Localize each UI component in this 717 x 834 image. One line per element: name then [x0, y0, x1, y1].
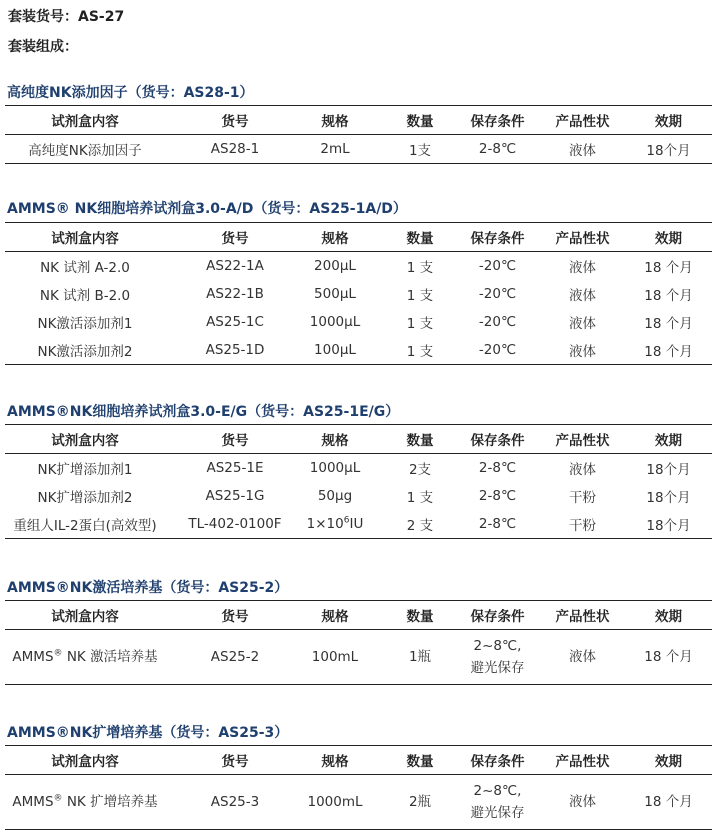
col-header: 产品性状	[540, 425, 625, 454]
cell: 干粉	[540, 510, 625, 539]
cell: 18个月	[625, 135, 712, 164]
product-name: NK 激活培养基	[62, 649, 158, 665]
col-header: 保存条件	[455, 106, 540, 135]
section-title-2: AMMS® NK细胞培养试剂盒3.0-A/D（货号：AS25-1A/D）	[7, 201, 407, 217]
col-header: 保存条件	[455, 425, 540, 454]
col-header: 数量	[385, 106, 455, 135]
col-header: 产品性状	[540, 746, 625, 775]
cell: 1 支	[385, 336, 455, 365]
section-title-3: AMMS®NK细胞培养试剂盒3.0-E/G（货号：AS25-1E/G）	[7, 404, 400, 420]
cell: 液体	[540, 775, 625, 830]
brand-name: AMMS	[12, 649, 54, 665]
cell: NK 试剂 B-2.0	[39, 288, 131, 304]
col-header: 数量	[385, 425, 455, 454]
col-header: 效期	[625, 601, 712, 630]
col-header: 规格	[285, 223, 385, 252]
col-header: 效期	[625, 746, 712, 775]
cell: -20℃	[455, 336, 540, 365]
cell: NK 试剂 A-2.0	[40, 260, 130, 276]
cell-spec	[285, 510, 385, 539]
cell: 1000μL	[309, 314, 361, 330]
cell: 200μL	[314, 258, 356, 274]
col-header: 货号	[185, 106, 285, 135]
cell: 液体	[540, 336, 625, 365]
cell: 500μL	[314, 286, 356, 302]
cell: 液体	[569, 288, 596, 304]
col-header: 规格	[285, 106, 385, 135]
col-header: 效期	[625, 223, 712, 252]
cell: AS25-1E	[206, 460, 264, 476]
cell: 1 支	[406, 260, 434, 276]
table-2	[5, 222, 712, 365]
col-header: 规格	[285, 601, 385, 630]
col-header: 效期	[625, 106, 712, 135]
cell: 18 个月	[625, 630, 712, 685]
col-header: 试剂盒内容	[5, 746, 185, 775]
cell: TL-402-0100F	[185, 510, 285, 539]
col-header: 产品性状	[540, 106, 625, 135]
table-row	[5, 482, 712, 510]
cell: 18 个月	[625, 775, 712, 830]
storage-note: 避光保存	[470, 805, 525, 821]
table-row	[5, 454, 712, 483]
cell: 18 个月	[644, 260, 693, 276]
cell: 100mL	[285, 630, 385, 685]
col-header: 保存条件	[455, 601, 540, 630]
cell: 18 个月	[644, 316, 693, 332]
table-row	[5, 510, 712, 539]
registered-mark: ®	[53, 793, 63, 804]
col-header: 规格	[285, 425, 385, 454]
cell: 1000mL	[285, 775, 385, 830]
spec-base: 1×10	[306, 516, 344, 532]
table-4	[5, 600, 712, 685]
cell: 1支	[385, 135, 455, 164]
table-3	[5, 424, 712, 539]
col-header: 保存条件	[455, 746, 540, 775]
col-header: 产品性状	[540, 601, 625, 630]
cell: 18 个月	[625, 336, 712, 365]
cell: 干粉	[569, 490, 596, 506]
storage-temp: 2~8℃,	[473, 638, 522, 654]
cell: 2-8℃	[455, 135, 540, 164]
table-header	[5, 106, 712, 135]
cell: AS25-2	[185, 630, 285, 685]
cell: AS28-1	[185, 135, 285, 164]
section-title-5: AMMS®NK扩增培养基（货号：AS25-3）	[7, 725, 289, 741]
cell: 2 支	[385, 510, 455, 539]
table-row	[5, 630, 712, 685]
cell: 50μg	[317, 488, 353, 504]
cell-name	[5, 775, 185, 830]
col-header: 数量	[385, 746, 455, 775]
cell: 2瓶	[385, 775, 455, 830]
cell: AS22-1B	[206, 286, 264, 302]
section-title-4: AMMS®NK激活培养基（货号：AS25-2）	[7, 580, 289, 596]
col-header: 效期	[625, 425, 712, 454]
spec-exponent: 6	[343, 515, 350, 526]
col-header: 试剂盒内容	[5, 223, 185, 252]
cell: 液体	[540, 135, 625, 164]
cell: 1000μL	[309, 460, 361, 476]
cell: AS25-1G	[205, 488, 265, 504]
cell: NK扩增添加剂2	[37, 490, 133, 506]
cell: 1 支	[406, 316, 434, 332]
table-row	[5, 336, 712, 365]
cell: AS22-1A	[206, 258, 264, 274]
col-header: 数量	[385, 601, 455, 630]
cell: 1 支	[406, 288, 434, 304]
table-header	[5, 746, 712, 775]
cell: 2mL	[285, 135, 385, 164]
cell: 液体	[569, 260, 596, 276]
col-header: 货号	[185, 746, 285, 775]
product-name: NK 扩增培养基	[62, 794, 158, 810]
registered-mark: ®	[53, 648, 63, 659]
cell: 液体	[569, 462, 596, 478]
table-header	[5, 223, 712, 252]
cell: 2支	[408, 462, 432, 478]
table-header	[5, 425, 712, 454]
cell: 18 个月	[644, 288, 693, 304]
cell: 2-8℃	[478, 460, 517, 476]
table-5	[5, 745, 712, 830]
cell: 高纯度NK添加因子	[5, 135, 185, 164]
cell: AS25-1D	[185, 336, 285, 365]
cell-storage	[455, 630, 540, 685]
cell: NK激活添加剂1	[37, 316, 133, 332]
table-row	[5, 775, 712, 830]
col-header: 试剂盒内容	[5, 601, 185, 630]
cell: 18个月	[646, 490, 691, 506]
cell: AS25-1C	[206, 314, 264, 330]
cell: 2-8℃	[455, 510, 540, 539]
table-header	[5, 601, 712, 630]
storage-note: 避光保存	[470, 660, 525, 676]
table-row	[5, 135, 712, 164]
table-1	[5, 105, 712, 164]
col-header: 货号	[185, 601, 285, 630]
section-title-1: 高纯度NK添加因子（货号：AS28-1）	[7, 85, 254, 101]
col-header: 规格	[285, 746, 385, 775]
cell: 1瓶	[385, 630, 455, 685]
cell: NK扩增添加剂1	[37, 462, 133, 478]
cell: 2-8℃	[478, 488, 517, 504]
kit-number: 套装货号：AS-27	[8, 9, 125, 25]
col-header: 货号	[185, 425, 285, 454]
cell: 18个月	[625, 510, 712, 539]
cell: 18个月	[646, 462, 691, 478]
table-row	[5, 308, 712, 336]
cell-storage	[455, 775, 540, 830]
col-header: 产品性状	[540, 223, 625, 252]
table-row	[5, 252, 712, 281]
kit-composition-label: 套装组成：	[8, 39, 78, 55]
col-header: 货号	[185, 223, 285, 252]
col-header: 数量	[385, 223, 455, 252]
cell: 液体	[540, 630, 625, 685]
cell: -20℃	[478, 314, 517, 330]
spec-unit: IU	[349, 516, 364, 532]
cell: 重组人IL-2蛋白(高效型)	[5, 510, 185, 539]
col-header: 试剂盒内容	[5, 106, 185, 135]
table-row	[5, 280, 712, 308]
col-header: 试剂盒内容	[5, 425, 185, 454]
cell: 液体	[569, 316, 596, 332]
cell: NK激活添加剂2	[5, 336, 185, 365]
cell: -20℃	[478, 258, 517, 274]
cell: -20℃	[478, 286, 517, 302]
storage-temp: 2~8℃,	[473, 783, 522, 799]
col-header: 保存条件	[455, 223, 540, 252]
brand-name: AMMS	[12, 794, 54, 810]
cell: 100μL	[285, 336, 385, 365]
cell: AS25-3	[185, 775, 285, 830]
cell: 1 支	[406, 490, 434, 506]
cell-name	[5, 630, 185, 685]
